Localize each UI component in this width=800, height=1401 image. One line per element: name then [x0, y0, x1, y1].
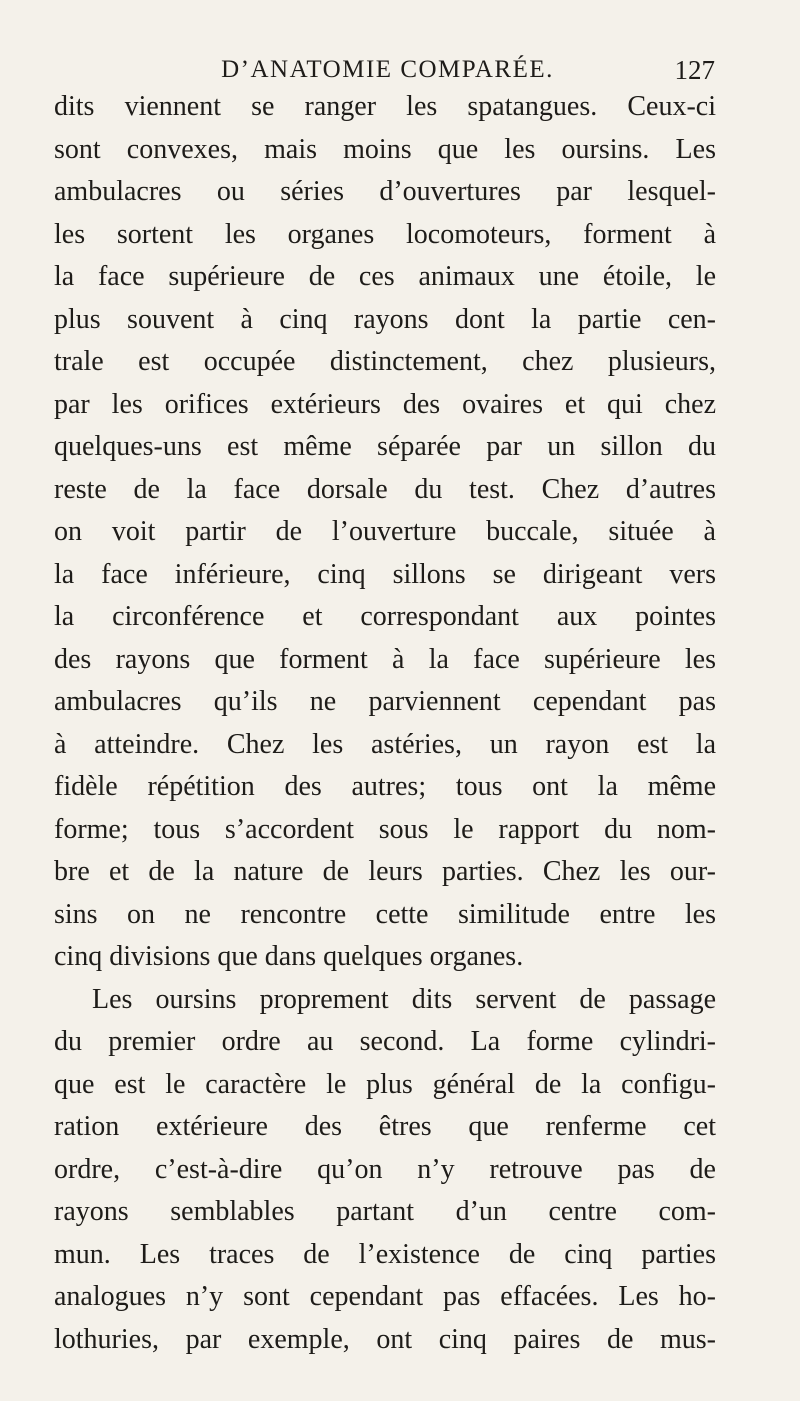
text-line: la face supérieure de ces animaux une étoile, le [54, 261, 716, 292]
text-line: on voit partir de l’ouverture buccale, située à [54, 516, 716, 547]
paragraph-first-line: Les oursins proprement dits servent de passage [92, 983, 716, 1015]
text-line: forme; tous s’accordent sous le rapport du nom- [54, 813, 716, 845]
text-line: ambulacres qu’ils ne parviennent cependant pas [54, 686, 716, 717]
text-line: rayons semblables partant d’un centre com- [54, 1196, 716, 1227]
running-head [60, 50, 715, 90]
text-line: ordre, c’est-à-dire qu’on n’y retrouve pas de [54, 1153, 716, 1185]
text-line: lothuries, par exemple, ont cinq paires de mus- [54, 1323, 716, 1355]
page-number: 127 [674, 55, 715, 85]
body-text [54, 86, 716, 1361]
text-line: les sortent les organes locomoteurs, forment à [54, 218, 716, 250]
text-line: fidèle répétition des autres; tous ont la même [54, 771, 716, 802]
text-line: quelques-uns est même séparée par un sillon du [54, 431, 716, 462]
text-line: mun. Les traces de l’existence de cinq parties [54, 1238, 716, 1270]
text-line: plus souvent à cinq rayons dont la partie cen- [54, 303, 716, 335]
text-line: reste de la face dorsale du test. Chez d’autres [54, 473, 716, 505]
text-line: que est le caractère le plus général de la configu- [54, 1068, 716, 1100]
text-line: sont convexes, mais moins que les oursins. Les [54, 133, 716, 165]
text-line: par les orifices extérieurs des ovaires et qui chez [54, 388, 716, 420]
text-line: la face inférieure, cinq sillons se dirigeant vers [54, 558, 716, 590]
text-line: dits viennent se ranger les spatangues. Ceux-ci [54, 91, 716, 122]
text-line: du premier ordre au second. La forme cylindri- [54, 1026, 716, 1057]
running-title: D’ANATOMIE COMPARÉE. [221, 56, 554, 83]
text-line: la circonférence et correspondant aux pointes [54, 601, 716, 632]
text-line: trale est occupée distinctement, chez plusieurs, [54, 346, 716, 377]
text-line: ration extérieure des êtres que renferme cet [54, 1111, 716, 1142]
text-line: à atteindre. Chez les astéries, un rayon est la [54, 728, 716, 760]
paragraph-last-line: cinq divisions que dans quelques organes. [54, 941, 524, 972]
text-line: des rayons que forment à la face supérieure les [54, 643, 716, 675]
text-line: sins on ne rencontre cette similitude entre les [54, 898, 716, 930]
text-line: analogues n’y sont cependant pas effacées. Les ho- [54, 1281, 716, 1312]
text-line: ambulacres ou séries d’ouvertures par lesquel- [54, 176, 716, 207]
text-line: bre et de la nature de leurs parties. Chez les our- [54, 856, 716, 887]
